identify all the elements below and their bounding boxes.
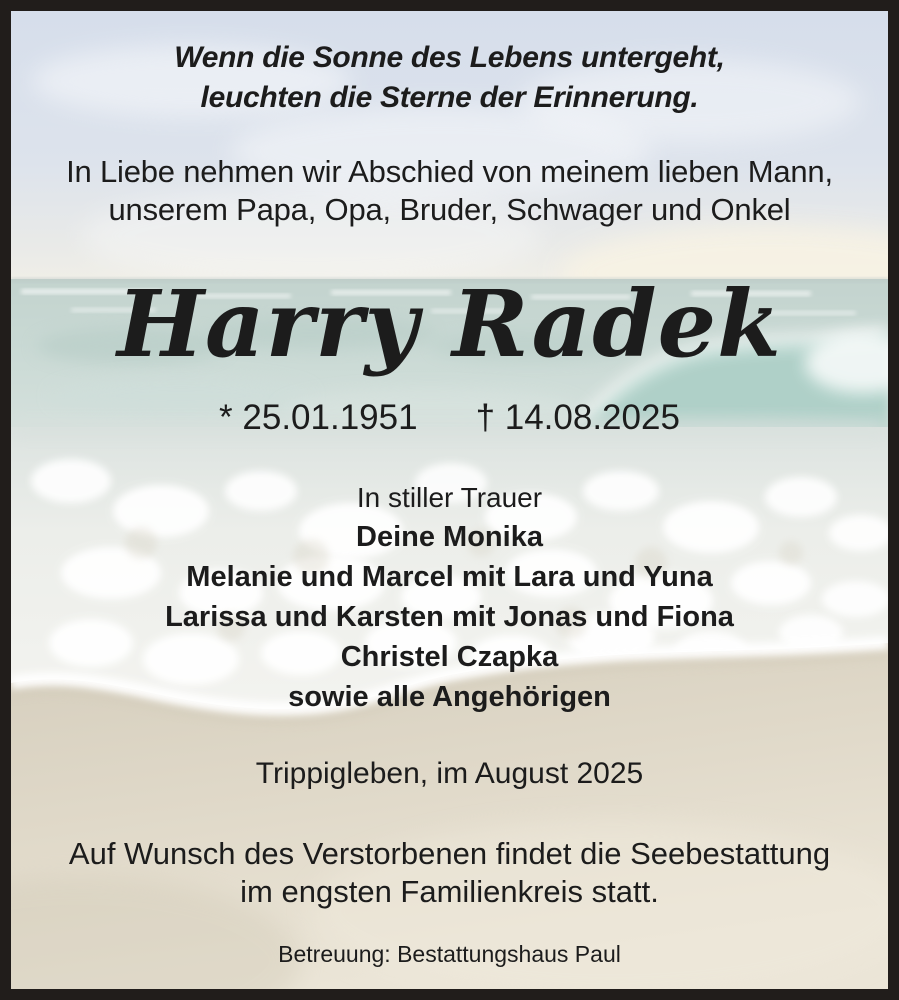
obituary-content <box>11 11 888 989</box>
deceased-name: Harry Radek <box>117 270 782 378</box>
farewell-intro-line2: unserem Papa, Opa, Bruder, Schwager und Onkel <box>108 192 791 227</box>
funeral-home-credit: Betreuung: Bestattungshaus Paul <box>278 941 621 967</box>
disposition-line2: im engsten Familienkreis statt. <box>240 874 659 909</box>
mourner-line: Melanie und Marcel mit Lara und Yuna <box>186 561 713 593</box>
mourner-line: Larissa und Karsten mit Jonas und Fiona <box>165 601 734 633</box>
birth-date: * 25.01.1951 <box>219 398 418 437</box>
mourner-line: Deine Monika <box>356 521 543 553</box>
life-dates <box>11 397 888 439</box>
mourner-line: Christel Czapka <box>340 641 559 673</box>
farewell-intro-line1: In Liebe nehmen wir Abschied von meinem lieben Mann, <box>66 154 833 189</box>
disposition-line1: Auf Wunsch des Verstorbenen findet die Seebestattung <box>68 836 831 871</box>
epitaph-quote-line1: Wenn die Sonne des Lebens untergeht, <box>174 41 725 74</box>
place-and-date: Trippigleben, im August 2025 <box>255 757 644 790</box>
mourning-header: In stiller Trauer <box>356 482 543 513</box>
death-date: † 14.08.2025 <box>475 398 680 437</box>
mourner-line: sowie alle Angehörigen <box>288 681 611 713</box>
epitaph-quote-line2: leuchten die Sterne der Erinnerung. <box>200 81 699 114</box>
